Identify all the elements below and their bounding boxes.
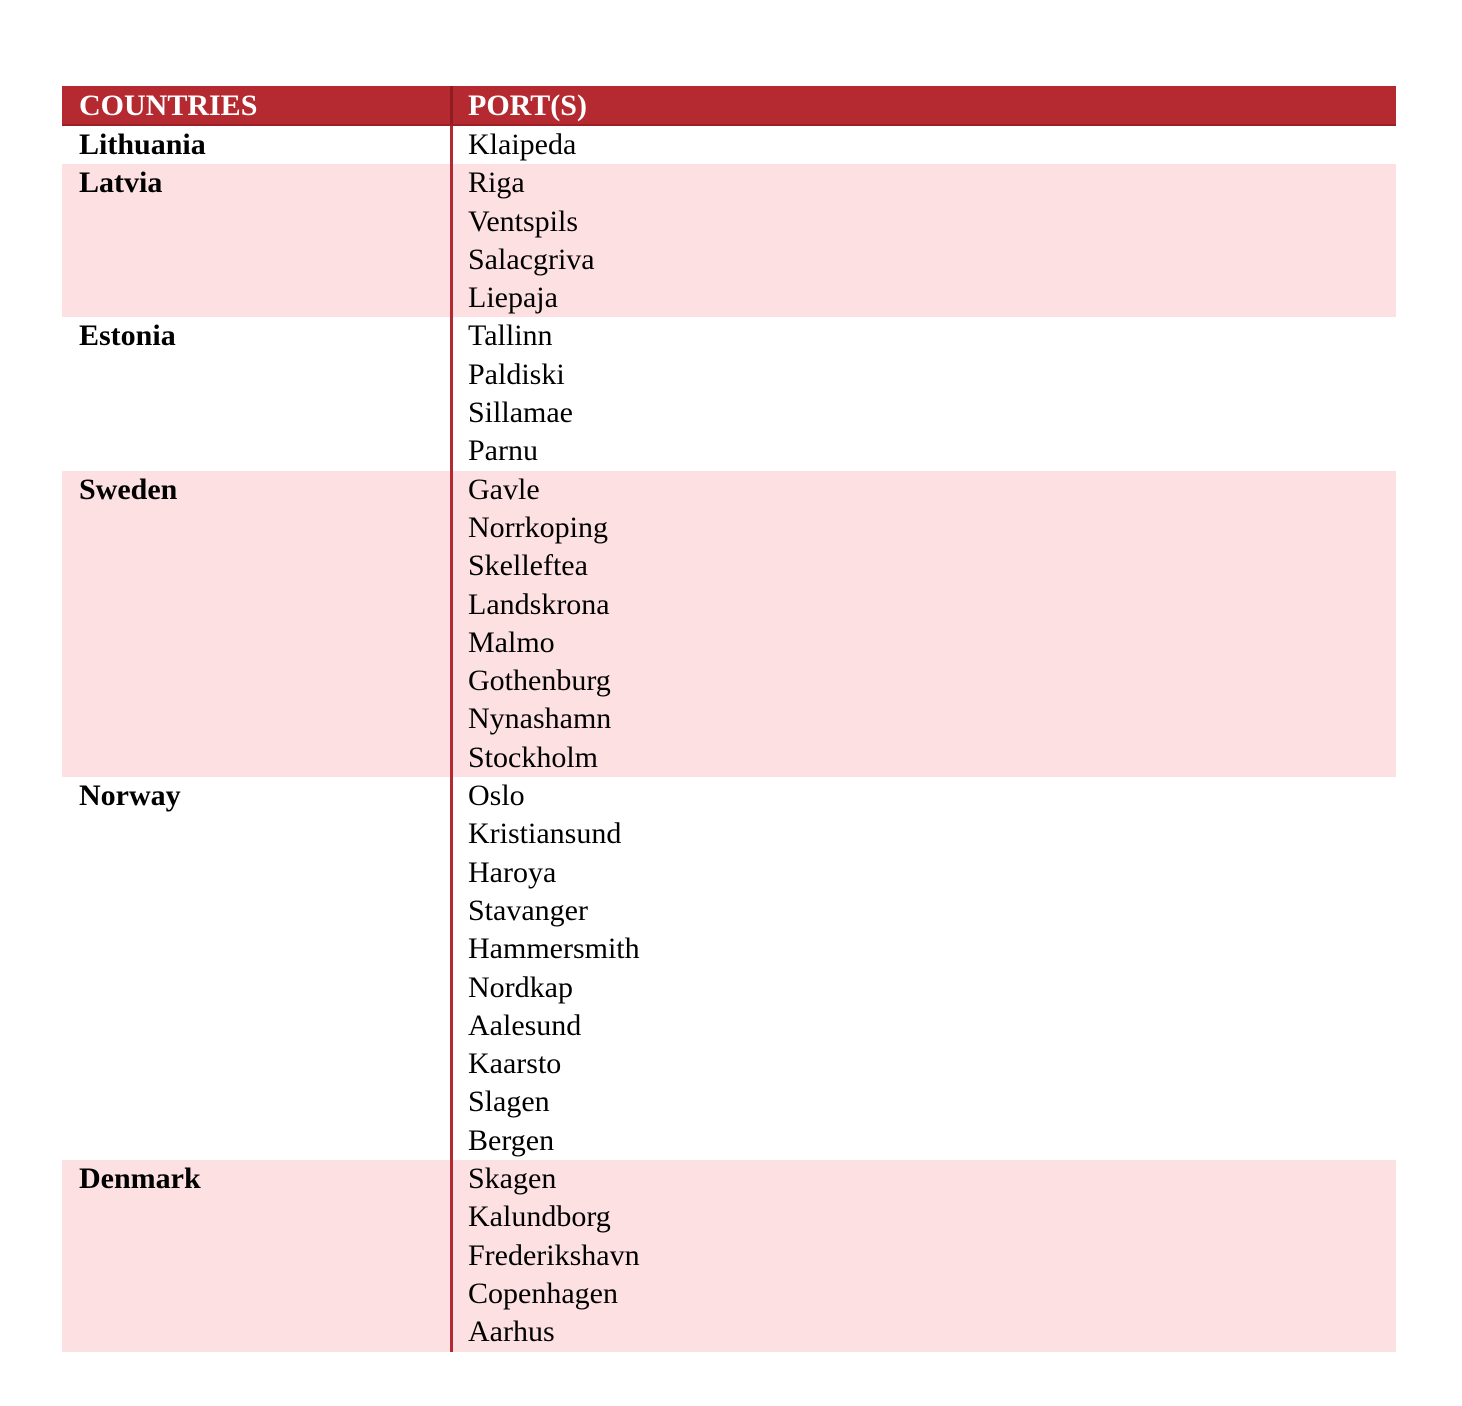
port-name: Haroya	[468, 855, 557, 889]
port-name: Stavanger	[468, 893, 588, 927]
port-name: Klaipeda	[468, 128, 577, 161]
table-row	[62, 317, 1396, 470]
country-cell	[62, 471, 450, 777]
port-name: Norrkoping	[468, 510, 608, 544]
port-name: Stockholm	[468, 740, 599, 774]
port-name: Ventspils	[468, 204, 579, 238]
port-name: Hammersmith	[468, 932, 640, 966]
country-cell	[62, 1160, 450, 1351]
ports-table	[62, 86, 1396, 1352]
port-name: Kaarsto	[468, 1047, 562, 1081]
country-cell	[62, 164, 450, 317]
port-name: Malmo	[468, 625, 555, 659]
table-row	[62, 164, 1396, 317]
country-name: Norway	[79, 779, 181, 813]
country-name: Lithuania	[79, 128, 206, 161]
table-row	[62, 126, 1396, 164]
port-name: Oslo	[468, 779, 525, 813]
header-ports: PORT(S)	[450, 86, 1396, 124]
country-cell	[62, 126, 450, 164]
port-name: Nynashamn	[468, 702, 612, 736]
port-name: Liepaja	[468, 281, 558, 315]
port-name: Gothenburg	[468, 664, 611, 698]
port-name: Skelleftea	[468, 549, 588, 583]
port-name: Aalesund	[468, 1008, 582, 1042]
port-name: Kristiansund	[468, 817, 622, 851]
port-name: Copenhagen	[468, 1276, 618, 1310]
port-name: Salacgriva	[468, 242, 595, 276]
port-name: Sillamae	[468, 396, 573, 430]
port-name: Kalundborg	[468, 1200, 611, 1234]
port-name: Paldiski	[468, 357, 565, 391]
ports-cell	[450, 1160, 1396, 1351]
country-name: Latvia	[79, 166, 163, 200]
ports-cell	[450, 777, 1396, 1160]
table-row	[62, 1160, 1396, 1351]
country-name: Denmark	[79, 1162, 201, 1196]
port-name: Tallinn	[468, 319, 553, 353]
port-name: Bergen	[468, 1123, 555, 1157]
port-name: Landskrona	[468, 587, 610, 621]
ports-cell	[450, 317, 1396, 470]
port-name: Riga	[468, 166, 525, 200]
port-name: Slagen	[468, 1085, 550, 1119]
port-name: Nordkap	[468, 970, 573, 1004]
port-name: Parnu	[468, 434, 538, 468]
port-name: Gavle	[468, 472, 540, 506]
port-name: Frederikshavn	[468, 1238, 640, 1272]
header-countries: COUNTRIES	[79, 89, 258, 122]
port-name: Skagen	[468, 1162, 557, 1196]
ports-cell	[450, 126, 1396, 164]
country-name: Sweden	[79, 472, 178, 506]
ports-cell	[450, 471, 1396, 777]
country-cell	[62, 777, 450, 1160]
table-header-row	[62, 86, 1396, 126]
ports-cell	[450, 164, 1396, 317]
port-name: Aarhus	[468, 1315, 555, 1349]
country-name: Estonia	[79, 319, 176, 353]
country-cell	[62, 317, 450, 470]
table-body	[62, 126, 1396, 1352]
table-row	[62, 471, 1396, 777]
table-row	[62, 777, 1396, 1160]
